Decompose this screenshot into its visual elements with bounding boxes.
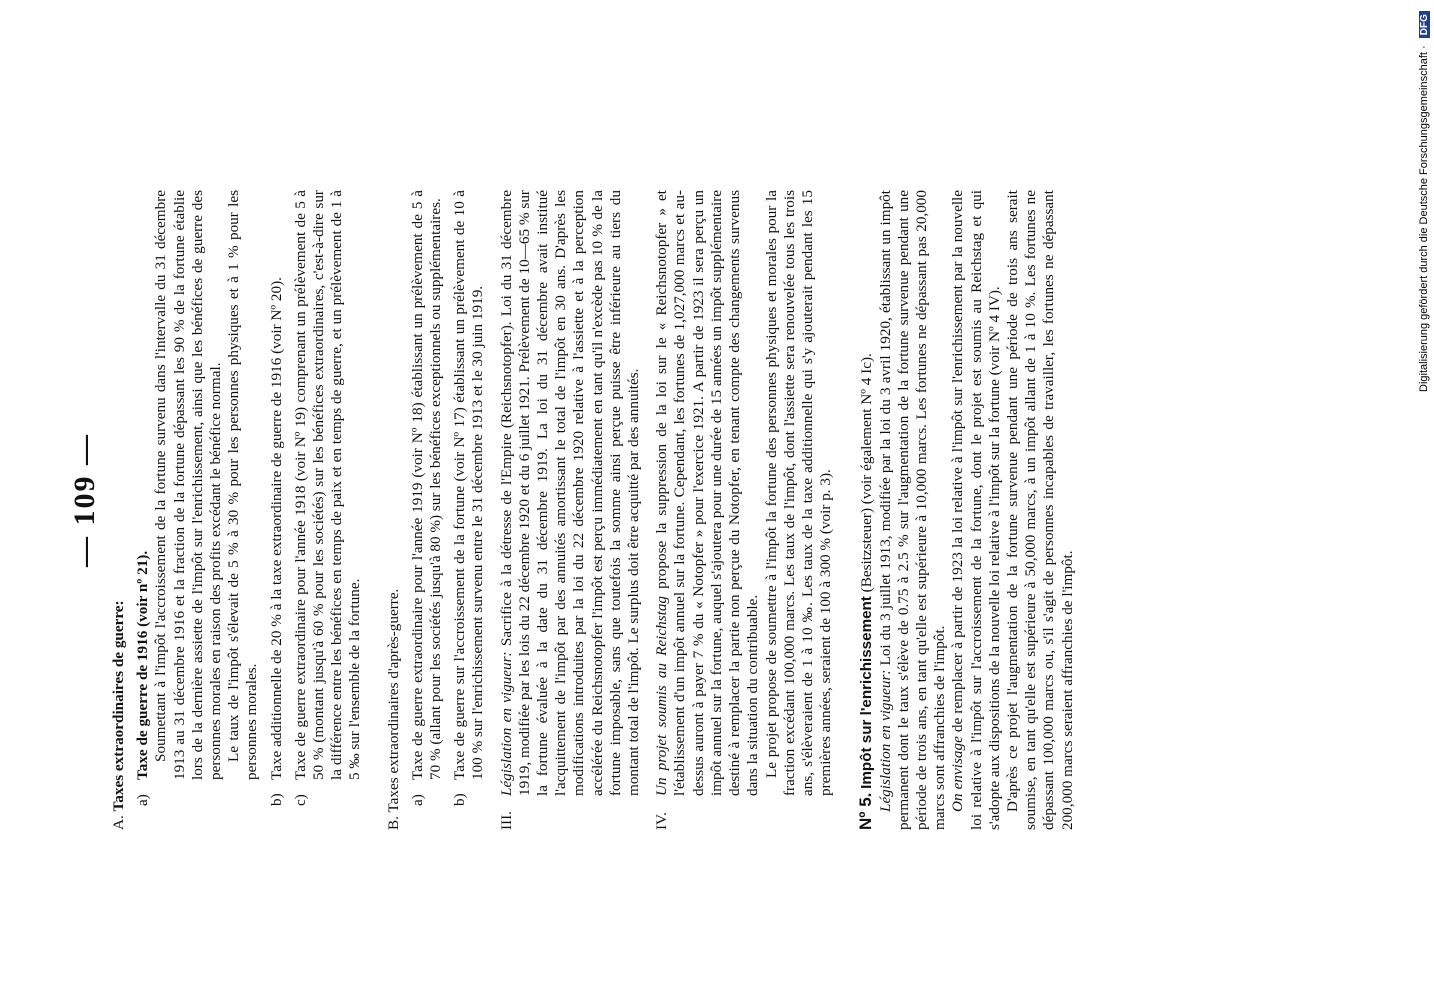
item-label: c): [291, 794, 309, 806]
paragraph: D'après ce projet l'augmentation de la fortune survenue pendant une période de trois ans serait soumise, en tant qu'elle est supérieure à 50,000 marcs, à un impôt allant de 1 à 10 %. Les fortunes ne dépassant 100,000 marcs ou, s'il s'agit de personnes incapables de travailler, les fortunes ne dépassant 200,000 marcs seraient affranchies de l'impôt.: [1003, 190, 1076, 830]
section-n5-label: Nº 5.: [856, 792, 876, 830]
section-iii-label: III.: [497, 811, 515, 830]
section-n5-p1: Loi du 3 juillet 1913, modifiée par la loi du 3 avril 1920, établissant un impôt permanent dont le taux s'élève de 0.75 à 2.5 % sur l'augmentation de la fortune survenue pendant une période de trois ans, en tant qu'elle est supérieure à 10,000 marcs. Les fortunes ne dépassant pas 20,000 marcs sont affranchies de l'impôt.: [876, 190, 949, 830]
paragraph: Le projet propose de soumettre à l'impôt la fortune des personnes physiques et morales pour la fraction excédant 100,000 marcs. Les taux de l'impôt, dont l'assiette sera renouvelée tous les trois ans, s'élèveraient de 1 à 10 ‰. Les taux de la taxe additionnelle qui s'y ajouterait pendant les 15 premières années, seraient de 100 à 300 % (voir p. 3).: [762, 190, 835, 796]
section-b-heading: [385, 190, 403, 830]
section-b-item-b: [451, 190, 487, 806]
section-b-title: Taxes extraordinaires d'après-guerre.: [384, 588, 402, 813]
stamp-text: Digitalisierung gefördert durch die Deutsche Forschungsgemeinschaft ·: [1418, 45, 1430, 392]
paragraph: Soumettant à l'impôt l'accroissement de la fortune survenu dans l'intervalle du 31 décembre 1913 au 31 décembre 1916 et la fraction de la fortune dépassant les 90 % de la fortune établie lors de la dernière assiette de l'impôt sur l'enrichissement, ainsi que les bénéfices de guerre des personnes morales en raison des profits excédant le bénéfice normal.: [152, 190, 225, 780]
section-iv: [653, 190, 835, 830]
page-content: [110, 190, 1077, 830]
section-b-item-a: [409, 190, 445, 806]
section-n5-heading: [857, 190, 876, 830]
paragraph: [498, 190, 644, 796]
paragraph: [949, 190, 1004, 830]
section-n5-title: Impôt sur l'enrichissement: [858, 596, 876, 789]
section-a-label: A.: [110, 815, 127, 830]
section-n5: [857, 190, 1076, 830]
dfg-logo: DFG: [1419, 11, 1430, 38]
paragraph: Taxe de guerre extraordinaire pour l'année 1918 (voir Nº 19) comprenant un prélèvement de 5 à 50 % (montant jusqu'à 60 % pour les sociétés) sur les bénéfices extraordinaires, c'est-à-dire sur la différence entre les bénéfices en temps de paix et en temps de guerre, et un prélèvement de 1 à 5 ‰ sur l'ensemble de la fortune.: [291, 190, 364, 780]
digitization-stamp: [1418, 0, 1434, 1000]
section-iv-label: IV.: [653, 812, 671, 830]
item-label: b): [451, 793, 469, 806]
section-a-heading: [110, 190, 128, 830]
section-a-item-c: [292, 190, 365, 806]
section-iii-lead: Législation en vigueur:: [497, 651, 515, 796]
item-label: a): [408, 794, 426, 806]
item-label: a): [134, 794, 152, 806]
paragraph: Le taux de l'impôt s'élevait de 5 % à 30 % pour les personnes physiques et à 1 % pour les personnes morales.: [225, 190, 261, 780]
section-iii-text: Sacrifice à la détresse de l'Empire (Reichsnotopfer). Loi du 31 décembre 1919, modifiée par les lois du 22 décembre 1920 et du 6 juillet 1921. Prélèvement de 10—65 % sur la fortune évaluée à la date du 31 décembre 1919. La loi du 31 décembre avait institué l'acquittement de l'impôt par des annuités amortissant le total de l'impôt en 30 ans. D'après les modifications introduites par la loi du 22 décembre 1920 relative à l'assiette et à la perception accélérée du Reichsnotopfer l'impôt est perçu immédiatement en tant qu'il n'excède pas 10 % de la fortune imposable, sans que toutefois la somme ainsi perçue puisse être inférieure au tiers du montant total de l'impôt. Le surplus doit être acquitté par des annuités.: [497, 189, 643, 796]
paragraph: Taxe de guerre sur l'accroissement de la fortune (voir Nº 17) établissant un prélèvement de 10 à 100 % sur l'enrichissement survenu entre le 31 décembre 1913 et le 30 juin 1919.: [451, 190, 487, 780]
section-iv-text: propose la suppression de la loi sur le « Reichsnotopfer » et l'établissement d'un impôt annuel sur la fortune. Cependant, les fortunes de 1,027,000 marcs et au-dessus auront à payer 7 % du « Notopfer » pour l'exercice 1921. A partir de 1923 il sera perçu un impôt annuel sur la fortune, auquel s'ajoutera pour une durée de 15 années un impôt supplémentaire destiné à remplacer la partie non perçue du Notopfer, en tenant compte des changements survenus dans la situation du contribuable.: [653, 189, 762, 796]
section-n5-title-rest: (Besitzsteuer) (voir également Nº 4 Ic).: [858, 353, 876, 593]
paragraph: Taxe de guerre extraordinaire pour l'année 1919 (voir Nº 18) établissant un prélèvement de 5 à 70 % (allant pour les sociétés jusqu'à 80 %) sur les bénéfices exceptionnels ou supplémentaires.: [408, 190, 445, 780]
paragraph: [653, 190, 762, 796]
item-label: b): [267, 793, 285, 806]
section-iii: [498, 190, 644, 830]
paragraph: Taxe additionnelle de 20 % à la taxe extraordinaire de guerre de 1916 (voir Nº 20).: [267, 277, 285, 780]
section-b-label: B.: [384, 816, 402, 830]
item-title: Taxe de guerre de 1916 (voir nº 21).: [134, 550, 152, 780]
section-a-item-a: [134, 190, 261, 806]
section-n5-p2: de remplacer à partir de 1923 la loi relative à l'impôt sur l'enrichissement par la nouvelle loi relative à l'impôt sur l'accroissement de la fortune, dont le projet est soumis au Reichstag et qui s'adopte aux dispositions de la nouvelle loi relative à l'impôt sur la fortune (voir Nº 4 IV).: [949, 190, 1003, 830]
section-iv-lead: Un projet soumis au Reichstag: [653, 595, 671, 796]
section-a-item-b: [268, 190, 286, 806]
section-a-title: Taxes extraordinaires de guerre:: [110, 600, 127, 812]
paragraph: [877, 190, 950, 830]
section-n5-lead1: Législation en vigueur:: [876, 669, 894, 812]
page-number: — 109 —: [68, 433, 101, 567]
section-n5-lead2: On envisage: [949, 736, 967, 812]
